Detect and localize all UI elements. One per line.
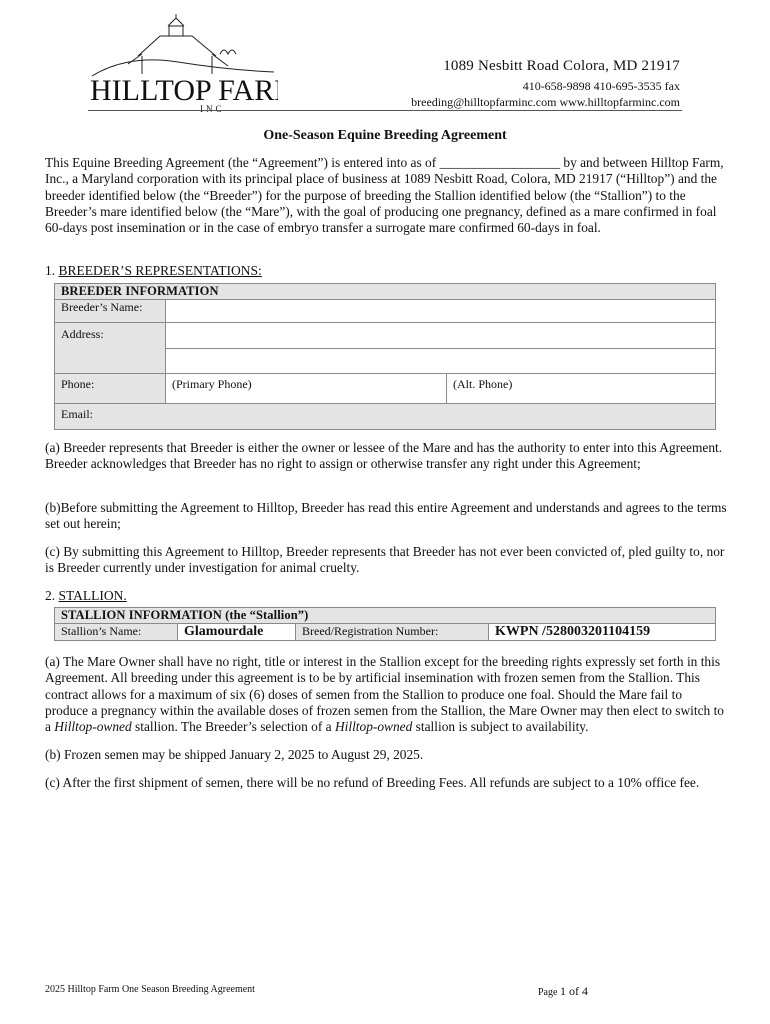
header-divider — [88, 110, 682, 111]
document-title: One-Season Equine Breeding Agreement — [263, 128, 507, 143]
breeder-name-label: Breeder’s Name: — [55, 300, 166, 323]
section-2-para-a — [45, 654, 728, 735]
footer-title: 2025 Hilltop Farm One Season Breeding Agreement — [45, 984, 255, 995]
registration-label: Breed/Registration Number: — [296, 624, 489, 641]
barn-logo-icon — [88, 14, 278, 114]
section-1-para-c: (c) By submitting this Agreement to Hilltop, Breeder represents that Breeder has not ever been convicted of, pled guilty to, nor is Breeder currently under investigation for animal cruelty. — [45, 544, 725, 576]
section-number: 1. — [45, 263, 56, 278]
breeder-info-header: BREEDER INFORMATION — [55, 284, 716, 300]
para-a-emphasis: Hilltop-owned — [54, 719, 132, 735]
para-a-text: stallion. The Breeder’s selection of a — [131, 719, 335, 735]
phone-label: Phone: — [55, 374, 166, 404]
stallion-name-label: Stallion’s Name: — [55, 624, 178, 641]
section-1-para-a: (a) Breeder represents that Breeder is either the owner or lessee of the Mare and has the authority to enter into this Agreement. Breeder acknowledges that Breeder has no right to assign or otherwise transfer any right under this Agreement; — [45, 440, 723, 472]
phone-line: 410-658-9898 410-695-3535 fax — [522, 79, 680, 93]
section-2-para-b: (b) Frozen semen may be shipped January 2, 2025 to August 29, 2025. — [45, 747, 424, 762]
footer-page-number — [538, 984, 588, 999]
email-label: Email: — [61, 407, 93, 421]
logo-text: HILLTOP FAR — [90, 74, 275, 107]
stallion-name-value: Glamourdale — [178, 624, 296, 641]
address-line: 1089 Nesbitt Road Colora, MD 21917 — [443, 58, 680, 74]
section-1-heading — [45, 263, 262, 279]
para-a-text: (a) The Mare Owner shall have no right, title or interest in the Stallion except for the breeding rights expressly set forth in this Agreement. All breeding under this agreement is to be by artificial insemination with frozen semen from the Stallion. This contract allows for a maximum of six (6) doses of semen from the Stallion to produce one foal. Should the Mare fail to produce a pregnancy within the available doses of frozen semen from the Stallion, the Mare Owner may then elect to switch to a — [45, 654, 724, 735]
stallion-info-header: STALLION INFORMATION (the “Stallion”) — [55, 608, 716, 624]
company-address-block — [411, 58, 680, 110]
para-a-emphasis: Hilltop-owned — [334, 719, 413, 735]
primary-phone-field[interactable]: (Primary Phone) — [166, 374, 447, 404]
email-field[interactable] — [55, 404, 716, 430]
web-line: breeding@hilltopfarminc.com www.hilltopfarminc.com — [411, 95, 680, 109]
logo-subtext: INC — [200, 104, 225, 114]
registration-value: KWPN /528003201104159 — [489, 624, 716, 641]
section-title: STALLION. — [58, 588, 127, 603]
address-field-line2[interactable] — [166, 348, 716, 374]
breeder-name-field[interactable] — [166, 300, 716, 323]
page-num: 1 of 4 — [559, 984, 588, 998]
section-title: BREEDER’S REPRESENTATIONS: — [58, 263, 262, 278]
breeder-info-table — [54, 283, 716, 430]
stallion-info-table — [54, 607, 716, 641]
alt-phone-field[interactable]: (Alt. Phone) — [447, 374, 716, 404]
section-1-para-b: (b)Before submitting the Agreement to Hilltop, Breeder has read this entire Agreement and understands and agrees to the terms set out herein; — [45, 500, 727, 532]
intro-paragraph: This Equine Breeding Agreement (the “Agreement”) is entered into as of __________________ by and between Hilltop Farm, Inc., a Maryland corporation with its principal place of business at 1089 Nesbitt Road, Colora, MD 21917 (“Hilltop”) and the breeder identified below (the “Breeder”) for the purpose of breeding the Stallion identified below (the “Stallion”) to the Breeder’s mare identified below (the “Mare”), with the goal of producing one pregnancy, defined as a mare confirmed in foal 60-days post insemination or in the case of embryo transfer a surrogate mare confirmed 60-days in foal. — [45, 155, 724, 236]
section-2-para-c: (c) After the first shipment of semen, there will be no refund of Breeding Fees. All refunds are subject to a 10% office fee. — [45, 775, 700, 790]
section-number: 2. — [45, 588, 56, 603]
para-a-text: stallion is subject to availability. — [412, 719, 589, 735]
section-2-heading — [45, 588, 127, 604]
address-label: Address: — [55, 323, 166, 374]
address-field-line1[interactable] — [166, 323, 716, 349]
page-label: Page — [538, 987, 558, 998]
hilltop-farm-logo — [88, 14, 278, 114]
